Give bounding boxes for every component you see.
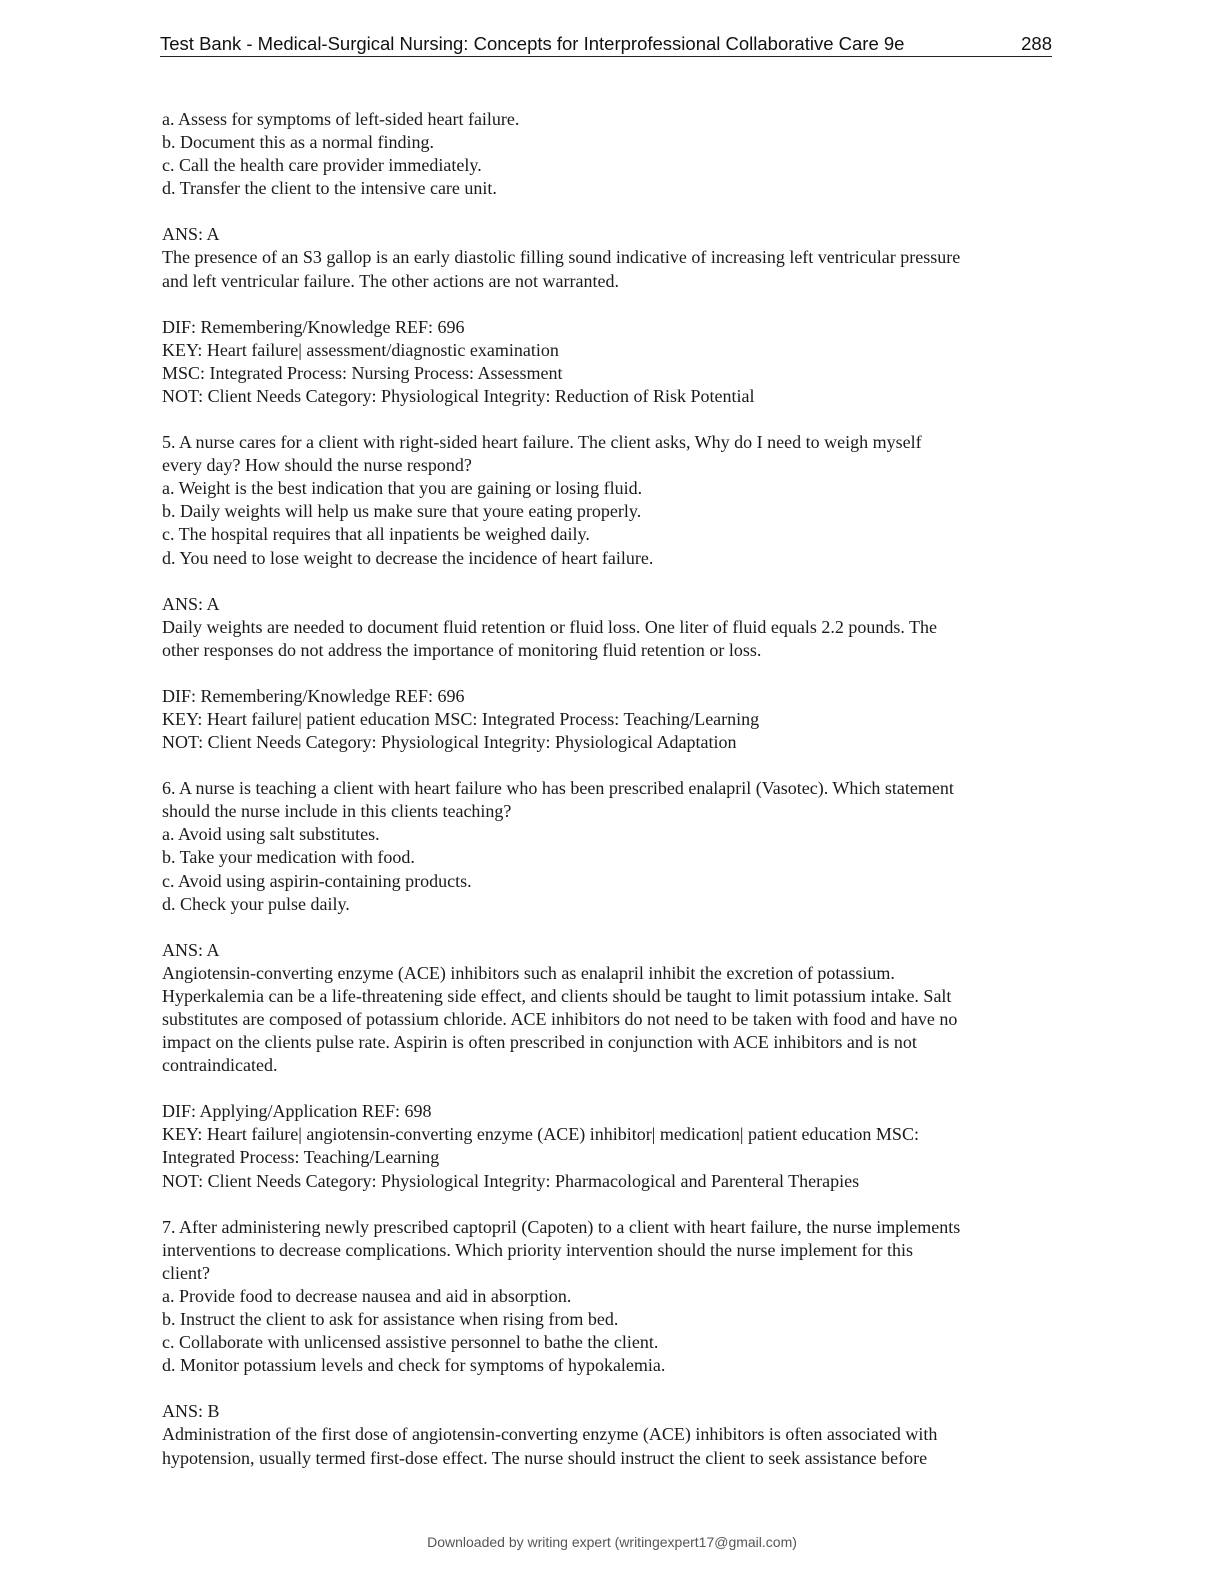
text-line: c. Call the health care provider immediately. [162,155,482,176]
page-header [160,32,1052,57]
text-line: a. Provide food to decrease nausea and aid in absorption. [162,1285,572,1306]
block-spacer [162,570,1057,593]
text-line: ANS: A [162,593,220,614]
text-block [162,223,1057,292]
text-line: hypotension, usually termed first-dose effect. The nurse should instruct the client to seek assistance before [162,1447,928,1468]
text-line: Administration of the first dose of angiotensin-converting enzyme (ACE) inhibitors is often associated with [162,1424,938,1445]
text-block [162,108,1057,200]
text-line: NOT: Client Needs Category: Physiological Integrity: Physiological Adaptation [162,732,737,753]
block-spacer [162,1077,1057,1100]
text-line: a. Avoid using salt substitutes. [162,824,380,845]
document-body [162,108,1057,1470]
block-spacer [162,1377,1057,1400]
text-block [162,1400,1057,1469]
text-line: Daily weights are needed to document fluid retention or fluid loss. One liter of fluid equals 2.2 pounds. The [162,616,937,637]
text-line: 5. A nurse cares for a client with right-sided heart failure. The client asks, Why do I need to weigh myself [162,432,922,453]
text-line: client? [162,1262,210,1283]
page-number: 288 [1021,33,1052,54]
text-line: Integrated Process: Teaching/Learning [162,1147,440,1168]
text-line: ANS: A [162,939,220,960]
text-line: ANS: A [162,224,220,245]
text-block [162,777,1057,916]
text-line: DIF: Remembering/Knowledge REF: 696 [162,316,465,337]
text-line: ANS: B [162,1401,220,1422]
text-line: NOT: Client Needs Category: Physiological Integrity: Pharmacological and Parenteral Therapies [162,1170,860,1191]
text-line: c. The hospital requires that all inpatients be weighed daily. [162,524,590,545]
text-line: b. Take your medication with food. [162,847,415,868]
text-line: d. You need to lose weight to decrease the incidence of heart failure. [162,547,654,568]
text-line: contraindicated. [162,1055,278,1076]
block-spacer [162,200,1057,223]
text-line: c. Avoid using aspirin-containing products. [162,870,472,891]
text-line: KEY: Heart failure| angiotensin-converting enzyme (ACE) inhibitor| medication| patient education MSC: [162,1124,919,1145]
text-line: a. Assess for symptoms of left-sided heart failure. [162,109,520,129]
text-block [162,431,1057,570]
text-line: interventions to decrease complications. Which priority intervention should the nurse implement for this [162,1239,913,1260]
text-line: Hyperkalemia can be a life-threatening side effect, and clients should be taught to limit potassium intake. Salt [162,985,952,1006]
text-line: and left ventricular failure. The other actions are not warranted. [162,270,619,291]
block-spacer [162,662,1057,685]
header-title: Test Bank - Medical-Surgical Nursing: Concepts for Interprofessional Collaborative Care 9e [160,33,905,54]
text-line: The presence of an S3 gallop is an early diastolic filling sound indicative of increasing left ventricular pressure [162,247,961,268]
text-line: d. Monitor potassium levels and check for symptoms of hypokalemia. [162,1355,666,1376]
text-line: b. Instruct the client to ask for assistance when rising from bed. [162,1309,619,1330]
text-line: KEY: Heart failure| patient education MSC: Integrated Process: Teaching/Learning [162,708,760,729]
text-line: 6. A nurse is teaching a client with heart failure who has been prescribed enalapril (Vasotec). Which statement [162,778,954,799]
text-line: d. Check your pulse daily. [162,893,350,914]
text-line: b. Document this as a normal finding. [162,132,434,153]
text-block [162,316,1057,408]
text-line: 7. After administering newly prescribed captopril (Capoten) to a client with heart failure, the nurse implements [162,1216,961,1237]
text-line: MSC: Integrated Process: Nursing Process: Assessment [162,362,563,383]
text-line: DIF: Applying/Application REF: 698 [162,1101,432,1122]
text-line: KEY: Heart failure| assessment/diagnostic examination [162,339,559,360]
text-line: Angiotensin-converting enzyme (ACE) inhibitors such as enalapril inhibit the excretion of potassium. [162,962,895,983]
text-line: DIF: Remembering/Knowledge REF: 696 [162,685,465,706]
text-line: b. Daily weights will help us make sure that youre eating properly. [162,501,642,522]
block-spacer [162,1193,1057,1216]
text-line: substitutes are composed of potassium chloride. ACE inhibitors do not need to be taken with food and have no [162,1009,958,1029]
text-line: d. Transfer the client to the intensive care unit. [162,178,497,199]
text-line: c. Collaborate with unlicensed assistive personnel to bathe the client. [162,1332,659,1353]
text-line: every day? How should the nurse respond? [162,455,472,476]
text-line: NOT: Client Needs Category: Physiological Integrity: Reduction of Risk Potential [162,385,755,406]
block-spacer [162,754,1057,777]
text-block [162,939,1057,1078]
block-spacer [162,293,1057,316]
text-block [162,593,1057,662]
text-line: a. Weight is the best indication that you are gaining or losing fluid. [162,478,643,499]
text-line: impact on the clients pulse rate. Aspirin is often prescribed in conjunction with ACE inhibitors and is not [162,1032,917,1053]
text-line: should the nurse include in this clients teaching? [162,801,512,822]
block-spacer [162,408,1057,431]
download-footer: Downloaded by writing expert (writingexpert17@gmail.com) [427,1534,797,1550]
text-block [162,685,1057,754]
block-spacer [162,916,1057,939]
text-line: other responses do not address the importance of monitoring fluid retention or loss. [162,639,762,660]
text-block [162,1100,1057,1192]
text-block [162,1216,1057,1378]
